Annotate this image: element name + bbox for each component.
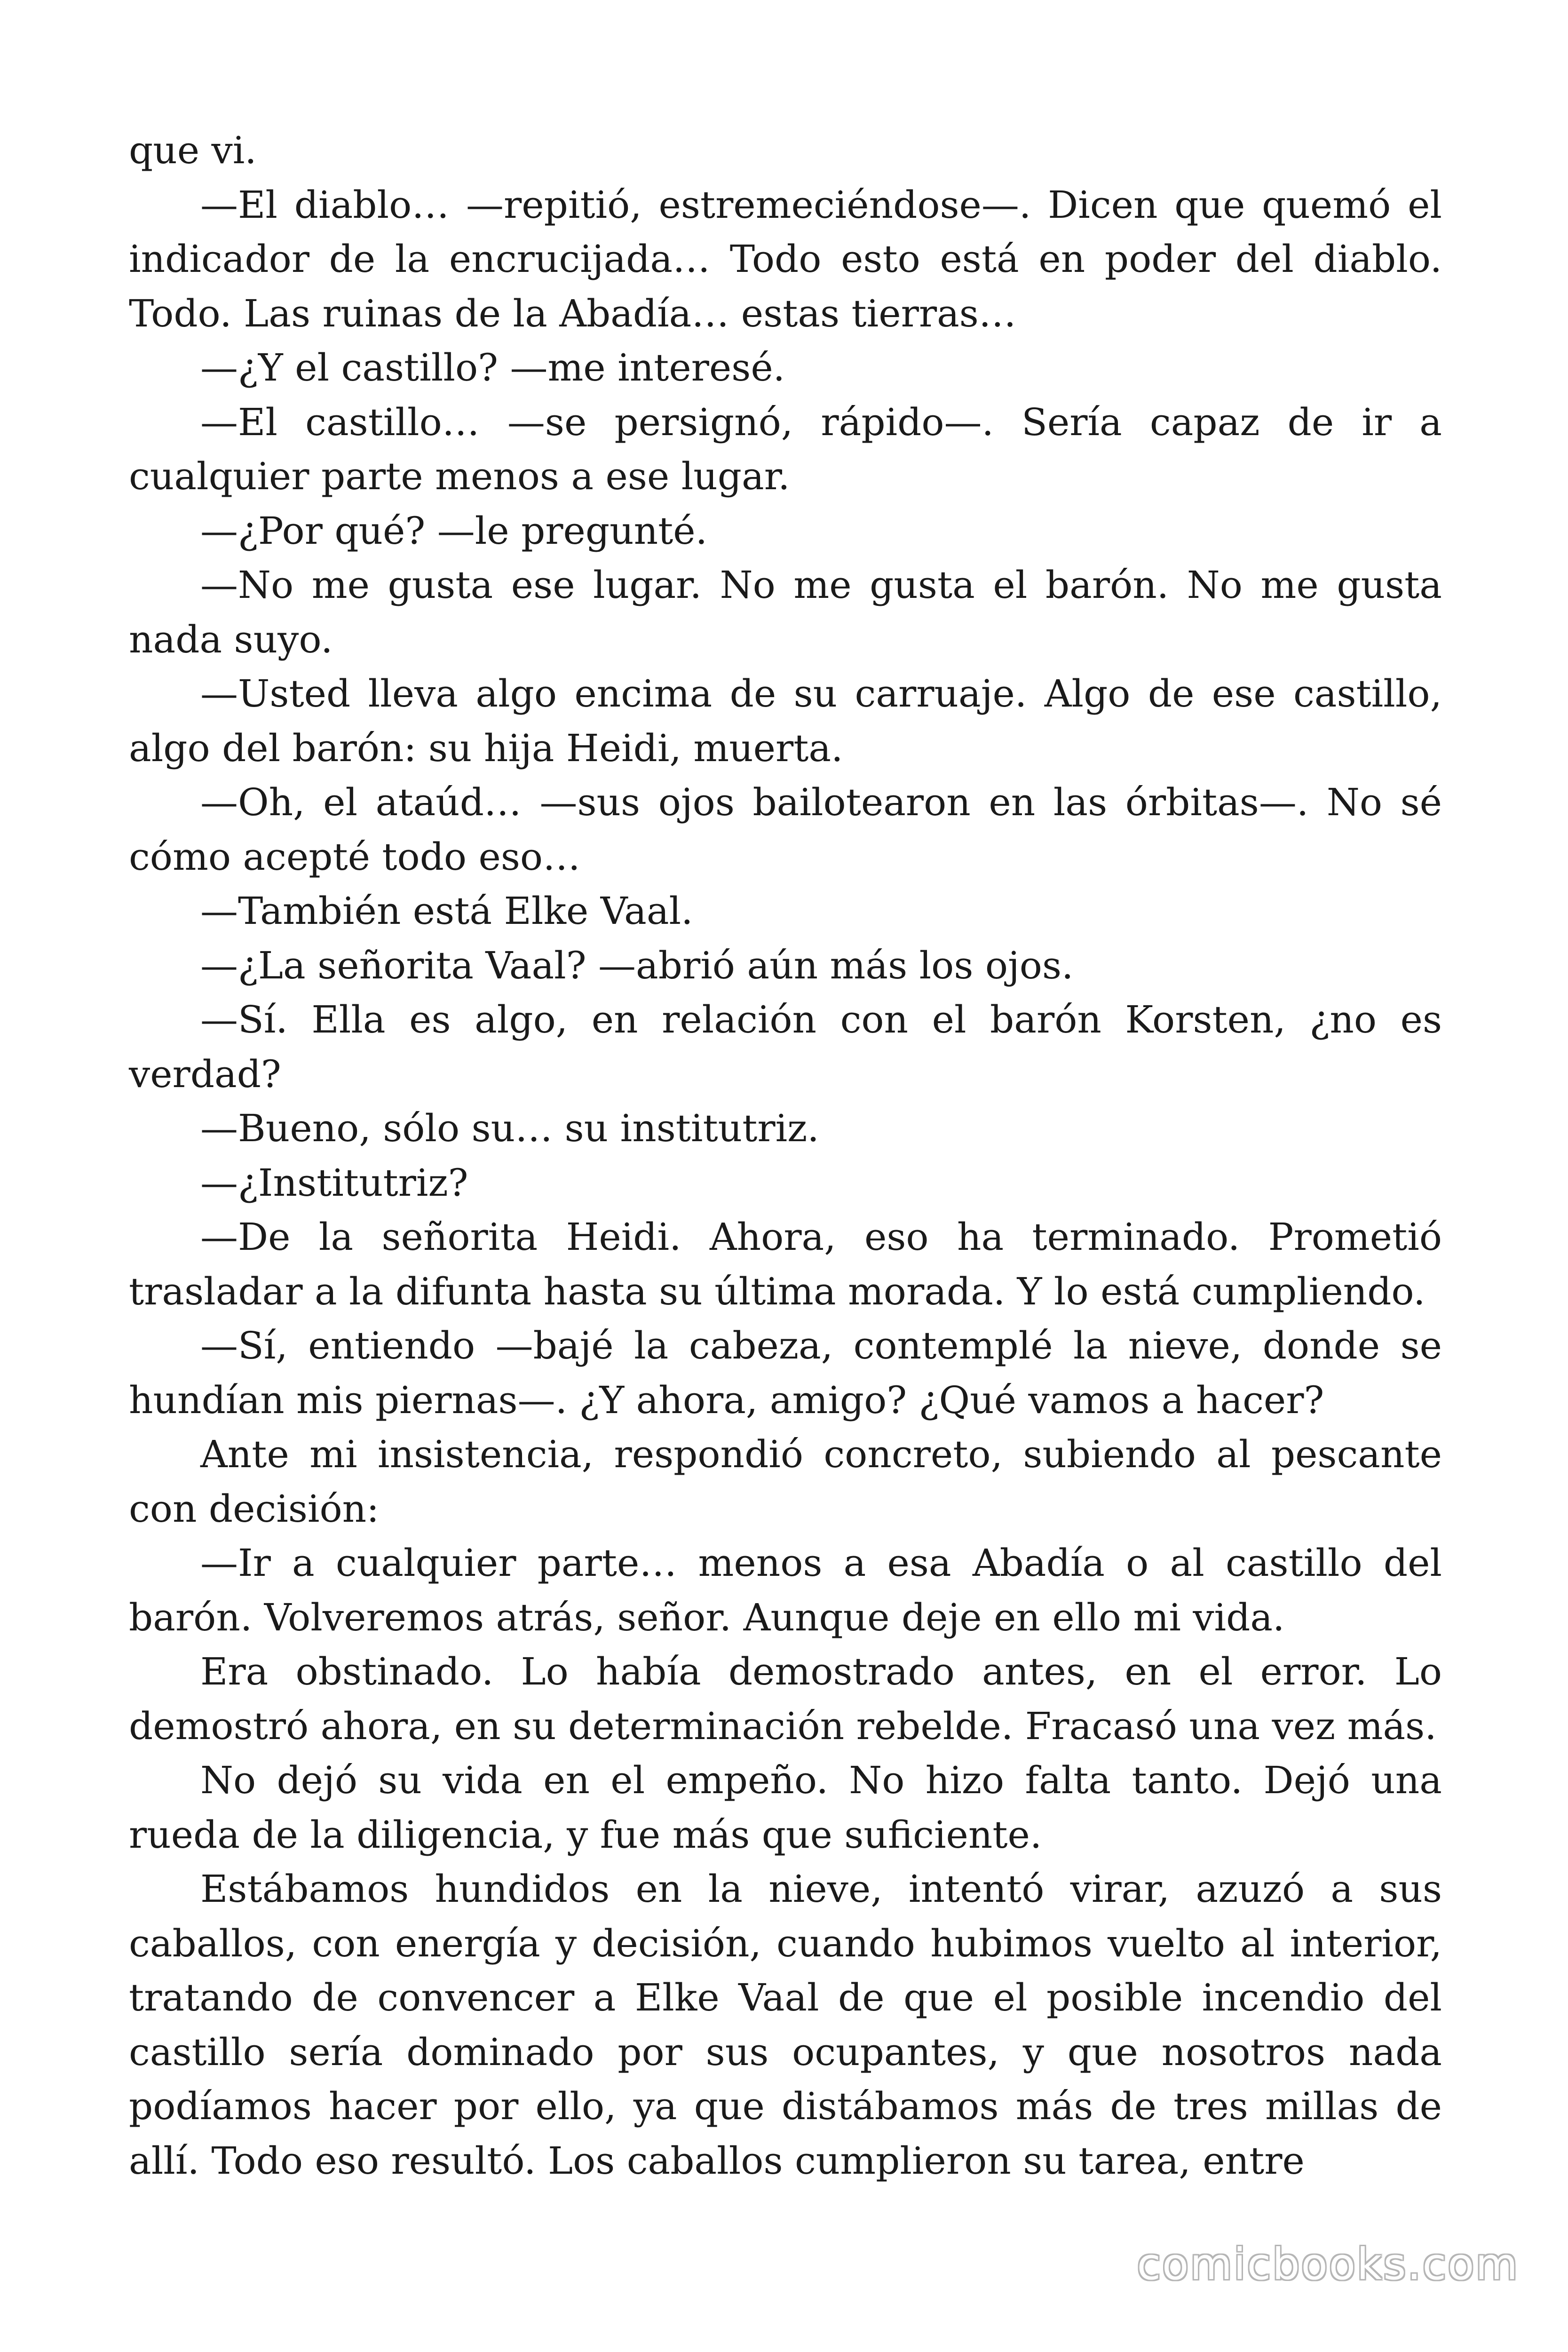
- paragraph: Estábamos hundidos en la nieve, intentó virar, azuzó a sus caballos, con energía y decisión, cuando hubimos vuelto al interior, tratando de convencer a Elke Vaal de que el posible incendio del castillo sería dominado por sus ocupantes, y que nosotros nada podíamos hacer por ello, ya que distábamos más de tres millas de allí. Todo eso resultó. Los caballos cumplieron su tarea, entre: [129, 1867, 1442, 2183]
- paragraph: —¿Y el castillo? —me interesé.: [200, 346, 785, 389]
- paragraph: —El diablo… —repitió, estremeciéndose—. Dicen que quemó el indicador de la encrucijada… Todo esto está en poder del diablo. Todo. Las ruinas de la Abadía… estas tierras…: [129, 183, 1442, 335]
- paragraph: —Sí. Ella es algo, en relación con el barón Korsten, ¿no es verdad?: [129, 998, 1442, 1096]
- paragraph: Era obstinado. Lo había demostrado antes, en el error. Lo demostró ahora, en su determinación rebelde. Fracasó una vez más.: [129, 1650, 1442, 1748]
- paragraph: —El castillo… —se persignó, rápido—. Sería capaz de ir a cualquier parte menos a ese lugar.: [129, 400, 1442, 498]
- paragraph: —Ir a cualquier parte… menos a esa Abadía o al castillo del barón. Volveremos atrás, señor. Aunque deje en ello mi vida.: [129, 1541, 1442, 1639]
- paragraph: —¿La señorita Vaal? —abrió aún más los ojos.: [200, 943, 1074, 987]
- paragraph: —No me gusta ese lugar. No me gusta el barón. No me gusta nada suyo.: [129, 563, 1442, 661]
- paragraph: Ante mi insistencia, respondió concreto, subiendo al pescante con decisión:: [129, 1432, 1442, 1531]
- paragraph: —También está Elke Vaal.: [200, 889, 693, 933]
- paragraph: —De la señorita Heidi. Ahora, eso ha terminado. Prometió trasladar a la difunta hasta su última morada. Y lo está cumpliendo.: [129, 1215, 1442, 1313]
- paragraph: —Bueno, sólo su… su institutriz.: [200, 1106, 819, 1150]
- watermark: comicbooks.com: [1137, 2239, 1519, 2289]
- paragraph: —Sí, entiendo —bajé la cabeza, contemplé la nieve, donde se hundían mis piernas—. ¿Y ahora, amigo? ¿Qué vamos a hacer?: [129, 1324, 1442, 1422]
- paragraph: —Oh, el ataúd… —sus ojos bailotearon en las órbitas—. No sé cómo acepté todo eso…: [129, 780, 1442, 879]
- paragraph: —¿Por qué? —le pregunté.: [200, 509, 708, 553]
- body-text: [129, 123, 1442, 2188]
- paragraph: que vi.: [129, 128, 257, 172]
- paragraph: —Usted lleva algo encima de su carruaje. Algo de ese castillo, algo del barón: su hija Heidi, muerta.: [129, 672, 1442, 770]
- paragraph: No dejó su vida en el empeño. No hizo falta tanto. Dejó una rueda de la diligencia, y fue más que suficiente.: [129, 1758, 1442, 1857]
- paragraph: —¿Institutriz?: [200, 1160, 468, 1205]
